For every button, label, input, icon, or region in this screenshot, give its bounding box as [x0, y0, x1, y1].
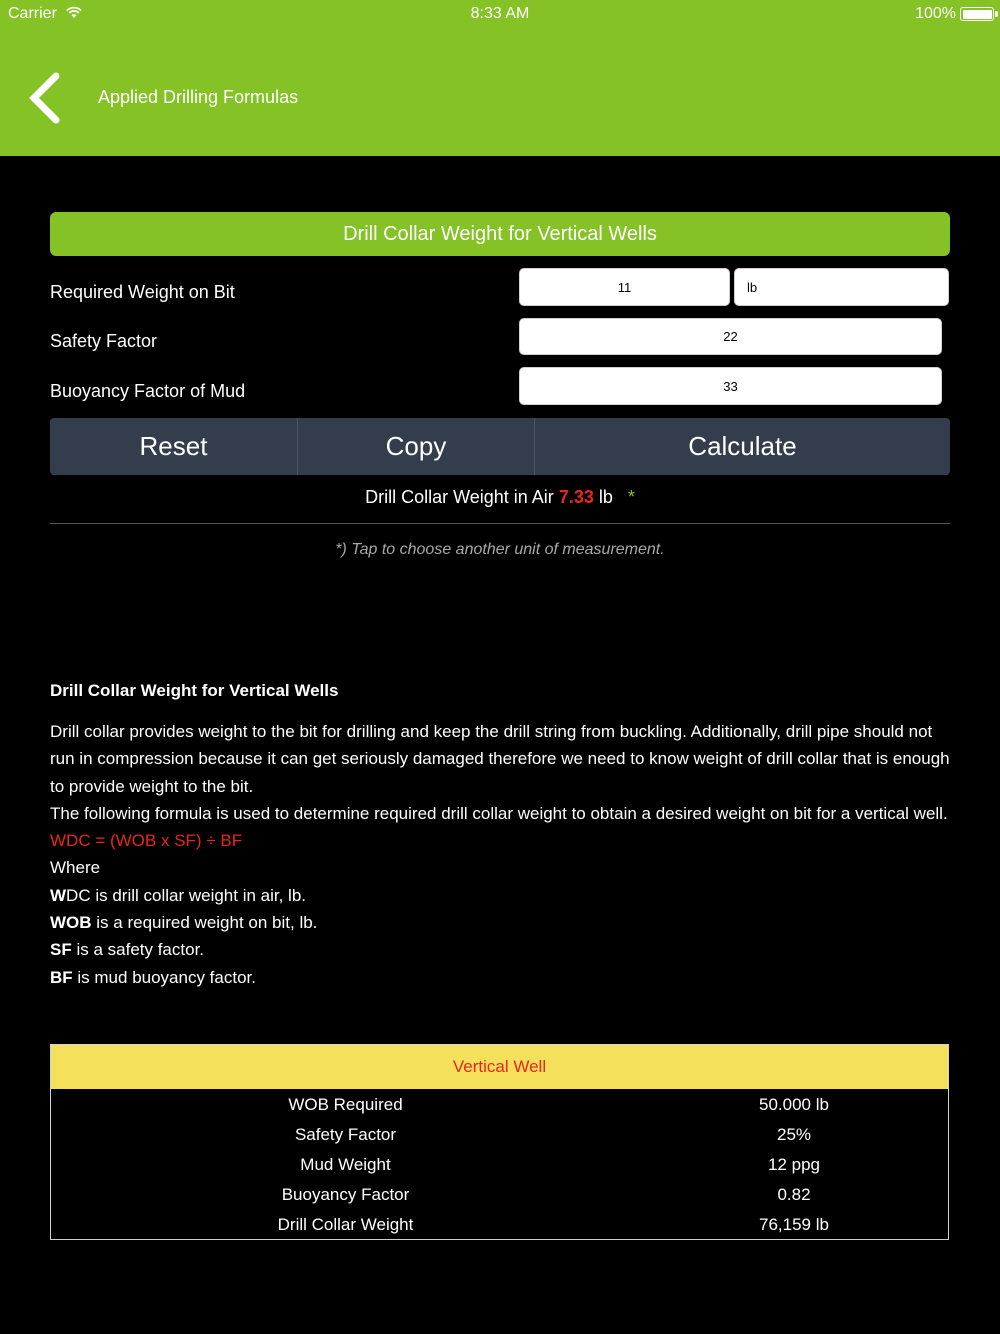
result-unit[interactable]: lb: [598, 487, 613, 507]
required-wob-label: Required Weight on Bit: [50, 282, 235, 302]
safety-factor-label: Safety Factor: [50, 331, 158, 351]
battery-percentage: 100%: [915, 5, 956, 22]
calculate-button[interactable]: Calculate: [688, 431, 797, 461]
nav-title: Applied Drilling Formulas: [98, 87, 299, 107]
table-header: Vertical Well: [51, 1045, 948, 1089]
copy-button[interactable]: Copy: [385, 431, 447, 461]
result-value: 7.33: [558, 487, 594, 507]
description-title: Drill Collar Weight for Vertical Wells: [50, 681, 339, 700]
action-button-bar: [50, 418, 950, 475]
example-table: [50, 1044, 949, 1240]
wob-unit-selector[interactable]: lb: [734, 268, 949, 306]
required-wob-input[interactable]: 11: [519, 268, 730, 306]
back-chevron-icon[interactable]: [24, 70, 70, 126]
where-label: Where: [50, 858, 101, 878]
calculator-title: Drill Collar Weight for Vertical Wells: [50, 212, 950, 256]
definition-item: WOB is a required weight on bit, lb.: [50, 913, 318, 933]
buoyancy-factor-label: Buoyancy Factor of Mud: [50, 381, 246, 401]
battery-icon: [960, 7, 994, 21]
table-row: Safety Factor 25%: [294, 1125, 812, 1144]
result-line: [0, 487, 1000, 508]
status-bar: [0, 0, 1000, 28]
formula: WDC = (WOB x SF) ÷ BF: [50, 831, 243, 851]
table-row: Buoyancy Factor 0.82: [281, 1185, 811, 1204]
safety-factor-input[interactable]: 22: [519, 318, 942, 355]
unit-marker: *: [627, 487, 635, 507]
table-row: WOB Required 50.000 lb: [288, 1095, 829, 1114]
definition-item: BF is mud buoyancy factor.: [50, 967, 256, 987]
description-paragraph: Drill collar provides weight to the bit for drilling and keep the drill string from buckling. Additionally, drill pipe should not run in compression because it can get seriously damaged therefore we need to know weight of drill collar that is enough to provide weight to the bit.: [50, 722, 950, 796]
description: [50, 718, 950, 991]
clock: 8:33 AM: [470, 5, 530, 22]
table-row: Mud Weight 12 ppg: [300, 1155, 820, 1174]
divider: [50, 523, 950, 524]
buoyancy-factor-input[interactable]: 33: [519, 367, 942, 405]
nav-bar: [0, 0, 1000, 156]
carrier-label: Carrier: [8, 5, 57, 22]
table-row: Drill Collar Weight 76,159 lb: [277, 1215, 829, 1234]
description-paragraph: The following formula is used to determine required drill collar weight to obtain a desired weight on bit for a vertical well.: [50, 803, 948, 823]
definition-item: SF is a safety factor.: [50, 940, 205, 960]
unit-note: *) Tap to choose another unit of measurement.: [335, 541, 665, 558]
reset-button[interactable]: Reset: [139, 431, 208, 461]
result-label: Drill Collar Weight in Air: [365, 487, 554, 507]
definition-item: WDC is drill collar weight in air, lb.: [50, 885, 307, 905]
